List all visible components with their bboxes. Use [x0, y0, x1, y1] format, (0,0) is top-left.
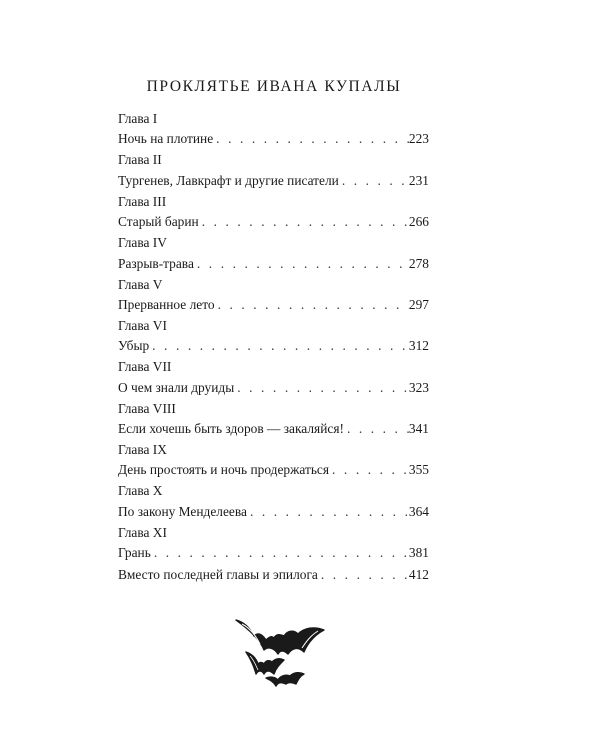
dot-leader — [149, 336, 409, 356]
toc-entry — [118, 440, 429, 481]
toc-entry — [118, 523, 429, 564]
chapter-title: Прерванное лето — [118, 296, 215, 312]
dot-leader — [194, 254, 409, 274]
chapter-title: День простоять и ночь продержаться — [118, 462, 330, 478]
toc-entry-epilogue — [118, 565, 429, 585]
chapter-label: Глава II — [118, 152, 162, 168]
chapter-label: Глава VIII — [118, 400, 176, 416]
chapter-label: Глава VII — [118, 359, 172, 375]
toc-entry — [118, 109, 429, 150]
toc-entry — [118, 316, 429, 357]
dot-leader — [318, 565, 409, 585]
chapter-line — [118, 212, 429, 232]
page-number: 297 — [408, 296, 429, 312]
chapter-title: Старый барин — [118, 214, 199, 230]
chapter-label: Глава I — [118, 111, 158, 126]
page-number: 312 — [408, 338, 429, 354]
toc-entry — [118, 481, 429, 522]
toc-entry — [118, 150, 429, 191]
page-number: 266 — [408, 214, 429, 230]
chapter-title: О чем знали друиды — [118, 379, 235, 395]
toc-entry — [118, 233, 429, 274]
chapter-title: Разрыв-трава — [118, 255, 194, 271]
chapter-line — [118, 129, 429, 149]
chapter-label: Глава V — [118, 276, 163, 292]
chapter-line — [118, 502, 429, 522]
chapter-title: Вместо последней главы и эпилога — [118, 566, 318, 582]
table-of-contents — [118, 109, 429, 586]
dot-leader — [215, 295, 409, 315]
toc-entry — [118, 357, 429, 398]
dot-leader — [199, 212, 409, 232]
page-number: 341 — [408, 421, 429, 437]
chapter-label: Глава IX — [118, 442, 167, 457]
chapter-line — [118, 460, 429, 480]
chapter-title: Если хочешь быть здоров — закаляйся! — [118, 421, 344, 437]
chapter-title: По закону Менделеева — [118, 503, 247, 519]
chapter-line — [118, 295, 429, 315]
chapter-line — [118, 565, 429, 585]
toc-entry — [118, 399, 429, 440]
chapter-line — [118, 543, 429, 563]
chapter-title: Ночь на плотине — [118, 131, 214, 147]
dot-leader — [151, 543, 409, 563]
page-number: 231 — [408, 172, 429, 188]
dot-leader — [234, 378, 409, 398]
chapter-line — [118, 419, 429, 439]
page-number: 381 — [408, 545, 429, 561]
bats-ornament-icon — [232, 612, 328, 692]
dot-leader — [247, 502, 409, 522]
page-number: 355 — [408, 462, 429, 478]
page-number: 412 — [408, 566, 429, 582]
chapter-label: Глава X — [118, 483, 163, 499]
page-number: 364 — [408, 503, 429, 519]
chapter-label: Глава VI — [118, 317, 167, 333]
page-number: 278 — [408, 255, 429, 271]
toc-entry — [118, 275, 429, 316]
page-number: 223 — [408, 131, 429, 147]
page-title: ПРОКЛЯТЬЕ ИВАНА КУПАЛЫ — [146, 78, 402, 95]
dot-leader — [329, 460, 409, 480]
chapter-label: Глава XI — [118, 524, 167, 540]
dot-leader — [344, 419, 409, 439]
chapter-title: Тургенев, Лавкрафт и другие писатели — [118, 172, 339, 188]
page-number: 323 — [408, 379, 429, 395]
chapter-label: Глава III — [118, 193, 167, 209]
toc-entry — [118, 192, 429, 233]
chapter-line — [118, 336, 429, 356]
chapter-line — [118, 254, 429, 274]
chapter-line — [118, 378, 429, 398]
dot-leader — [213, 129, 409, 149]
chapter-label: Глава IV — [118, 235, 167, 251]
chapter-title: Убыр — [118, 338, 150, 354]
chapter-line — [118, 171, 429, 191]
dot-leader — [339, 171, 409, 191]
chapter-title: Грань — [118, 545, 151, 561]
